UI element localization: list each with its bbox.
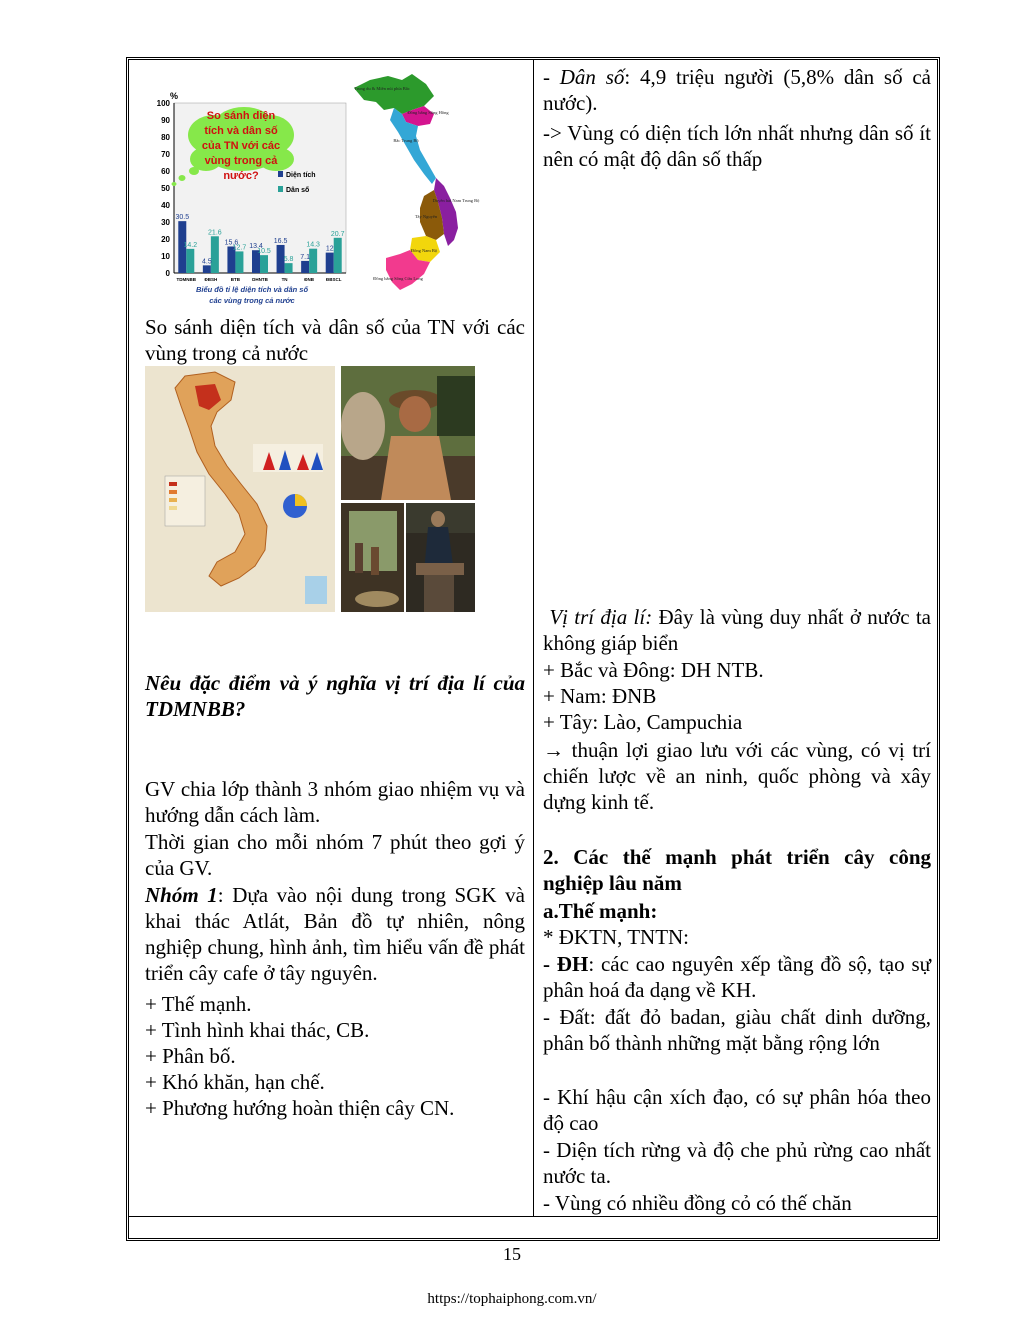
section-2a-heading: a.Thế mạnh: [543,899,658,923]
chart-caption: Biểu đồ tỉ lệ diện tích và dân số các vùng trong cả nước [195,285,309,305]
chart-data-label: 30.5 [175,214,190,222]
chart-data-label: 20.7 [330,230,345,238]
chart-data-label: 13.4 [249,243,263,251]
terrain-note [543,951,931,1003]
climate-note: - Khí hậu cận xích đạo, có sự phân hóa theo độ cao [543,1085,931,1135]
location-label: Vị trí địa lí: [549,605,653,629]
chart-bar [285,263,293,273]
group1-task [145,882,525,986]
chart-bar [203,265,211,273]
chart-bar [309,249,317,273]
soil-note: - Đất: đất đỏ badan, giàu chất dinh dưỡng, phân bố thành những mặt bằng rộng lớn [543,1005,931,1055]
chart-legend-entry: Dân số [286,187,310,194]
chart-y-tick: 50 [161,184,170,193]
chart-data-label: 21.6 [208,229,222,237]
group-instruction: GV chia lớp thành 3 nhóm giao nhiệm vụ và hướng dẫn cách làm. [145,777,525,827]
chart-title: So sánh diện tích và dân số của TN với các vùng trong cả nước? [201,110,281,182]
chart-legend-swatch [278,186,283,192]
vietnam-regions-map [340,70,480,295]
time-instruction: Thời gian cho mỗi nhóm 7 phút theo gợi ý của GV. [145,830,525,880]
chart-data-label: 10.5 [257,248,271,256]
chart-data-label: 4.5 [201,258,212,266]
population-note: - Dân số: 4,9 triệu người (5,8% dân số cả nước). [543,65,931,115]
chart-bar [326,253,334,273]
chart-data-label: 14.2 [183,241,198,249]
border-item: + Bắc và Đông: DH NTB. [543,658,764,682]
chart-y-label: % [170,91,179,101]
chart-y-tick: 90 [161,116,170,125]
chart-y-tick: 0 [165,269,170,278]
map-region-label: Bắc Trung Bộ [393,138,419,143]
map-region-label: Trung du & Miền núi phía Bắc [354,86,410,91]
chart-x-tick: ĐBSCL [325,277,342,282]
task-list [145,991,525,1121]
border-item: + Tây: Lào, Campuchia [543,710,743,734]
chart-bar [186,249,194,273]
table-bottom-rule [129,1216,937,1217]
map-region-label: Đồng bằng Sông Cửu Long [373,276,423,281]
chart-x-tick: DHNTB [252,277,268,282]
map-region-label: Đồng bằng Sông Hồng [407,110,449,115]
task-item: + Tình hình khai thác, CB. [145,1018,370,1042]
chart-x-tick: BTB [230,277,241,282]
chart-y-tick: 20 [161,235,170,244]
footer-url: https://tophaiphong.com.vn/ [427,1291,597,1307]
natural-conditions-heading: * ĐKTN, TNTN: [543,925,690,949]
map-region-label: Tây Nguyên [414,214,438,219]
chart-bar [260,255,268,273]
chart-legend-swatch [278,171,283,177]
chart-x-tick: TDMNBB [176,277,197,282]
chart-data-label: 14.3 [306,241,320,249]
map-region-label: Đông Nam Bộ [410,248,438,253]
chart-legend-entry: Diện tích [286,172,316,179]
forest-note: - Diện tích rừng và độ che phủ rừng cao nhất nước ta. [543,1138,931,1188]
chart-data-label: 7.1 [300,253,311,261]
chart-y-tick: 40 [161,201,170,210]
chart-bar [301,261,309,273]
elderly-ethnic-man-photo [341,366,475,500]
chart-bar [235,251,243,273]
task-item: + Thế mạnh. [145,992,252,1016]
chart-data-label: 15.6 [224,239,239,247]
terrain-label: - ĐH [543,952,589,976]
population-label: Dân số [559,65,625,89]
location-text: Đây là vùng duy nhất ở nước ta không giáp biển [543,605,932,655]
chart-y-tick: 10 [161,252,170,261]
chart-y-tick: 30 [161,218,170,227]
page-number: 15 [503,1244,521,1264]
section-2-heading: 2. Các thế mạnh phát triển cây công nghiệp lâu năm [543,845,931,895]
village-people-photo [341,503,404,612]
location-significance: → thuận lợi giao lưu với các vùng, có vị trí chiến lược về an ninh, quốc phòng và xây dựng kinh tế. [543,738,931,814]
chart-y-tick: 80 [161,133,170,142]
chart-data-label: 5.8 [283,256,294,264]
chart-bar [211,236,219,273]
location-note [543,604,931,656]
population-text: : 4,9 triệu người (5,8% dân số cả nước). [543,65,931,115]
chart-data-label: 12 [325,245,334,253]
woman-weaving-photo [406,503,475,612]
chart-y-tick: 70 [161,150,170,159]
chart-svg [140,85,355,305]
chart-caption: So sánh diện tích và dân số của TN với các vùng trong cả nước [145,315,525,365]
task-item: + Phương hướng hoàn thiện cây CN. [145,1096,455,1120]
bar-chart [140,85,355,305]
group1-text: : Dựa vào nội dung trong SGK và khai thác Atlát, Bản đồ tự nhiên, nông nghiệp chung, hình ảnh, tìm hiểu vấn đề phát triển cây cafe ở tây nguyên. [145,883,525,985]
chart-x-tick: ĐBSH [204,277,218,282]
vietnam-population-map-photo [145,366,335,612]
chart-y-tick: 60 [161,167,170,176]
density-conclusion: -> Vùng có diện tích lớn nhất nhưng dân số ít nên có mật độ dân số thấp [543,121,931,171]
group1-label: Nhóm 1 [145,883,218,907]
chart-data-label: 12.7 [232,244,247,252]
grassland-note: - Vùng có nhiều đồng cỏ có thế chăn [543,1191,852,1215]
chart-data-label: 16.5 [273,237,288,245]
task-item: + Khó khăn, hạn chế. [145,1070,325,1094]
chart-x-tick: ĐNB [304,277,315,282]
terrain-text: : các cao nguyên xếp tầng đồ sộ, tạo sự phân hoá đa dạng về KH. [543,952,931,1002]
column-divider [533,60,534,1216]
border-item: + Nam: ĐNB [543,684,657,708]
borders-list [543,657,931,735]
map-region-label: Duyên hải Nam Trung Bộ [432,198,480,203]
chart-x-tick: TN [281,277,288,282]
question-heading: Nêu đặc điểm và ý nghĩa vị trí địa lí của TDMNBB? [145,671,525,721]
task-item: + Phân bố. [145,1044,236,1068]
chart-y-tick: 100 [156,99,170,108]
